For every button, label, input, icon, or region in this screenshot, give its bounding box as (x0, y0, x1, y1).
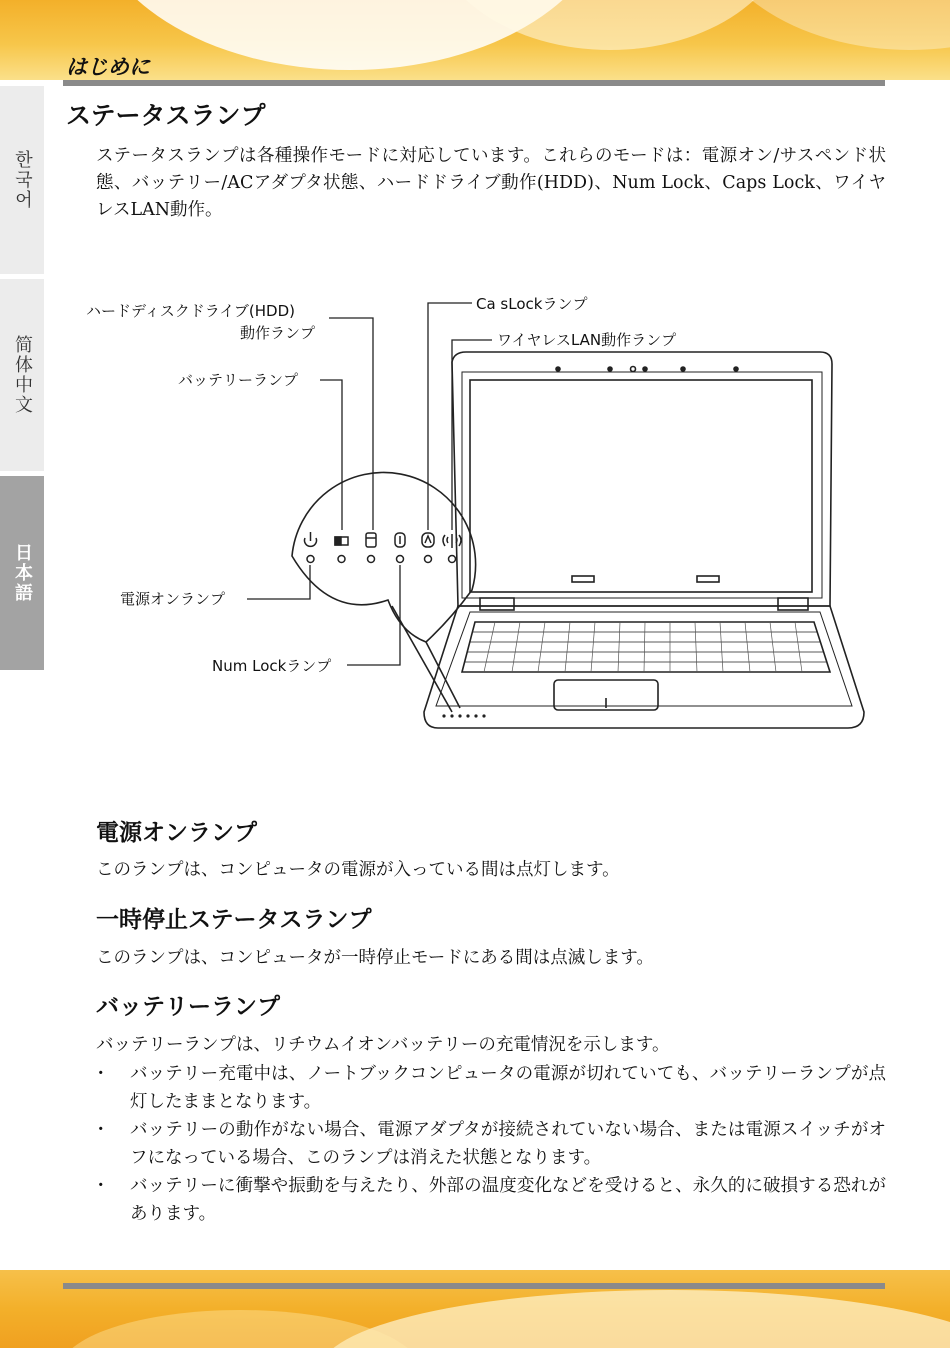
label-power-lamp: 電源オンランプ (120, 590, 226, 608)
tab-japanese-label: 日本語 (12, 543, 33, 603)
label-caps-lock-lamp: Ca sLockランプ (476, 295, 588, 313)
list-item: ・ バッテリーに衝撃や振動を与えたり、外部の温度変化などを受けると、永久的に破損する恐れがあります。 (96, 1172, 886, 1228)
list-item: ・ バッテリー充電中は、ノートブックコンピュータの電源が切れていても、バッテリーランプが点灯したままとなります。 (96, 1060, 886, 1116)
battery-lamp-text: バッテリーランプは、リチウムイオンバッテリーの充電情況を示します。 (96, 1035, 670, 1055)
footer-decoration (0, 1270, 950, 1348)
label-wlan-lamp: ワイヤレスLAN動作ランプ (497, 331, 677, 349)
power-lamp-title: 電源オンランプ (96, 820, 257, 846)
laptop-screen (470, 380, 812, 592)
power-lamp-text: このランプは、コンピュータの電源が入っている間は点灯します。 (96, 860, 620, 880)
hdd-icon (366, 533, 376, 547)
lamp-icons (305, 532, 462, 563)
section-intro: ステータスランプは各種操作モードに対応しています。これらのモードは：電源オン/サスペンド状態、バッテリー/ACアダプタ状態、ハードドライブ動作(HDD)、Num Lock、Caps Lock、ワイヤレスLAN動作。 (96, 146, 886, 220)
tab-simplified-chinese-label: 简体中文 (12, 335, 33, 415)
battery-lamp-title: バッテリーランプ (96, 994, 280, 1020)
battery-lamp-notes (96, 1060, 886, 1228)
list-item: ・ バッテリーの動作がない場合、電源アダプタが接続されていない場合、または電源スイッチがオフになっている場合、このランプは消えた状態となります。 (96, 1116, 886, 1172)
suspend-lamp-title: 一時停止ステータスランプ (96, 907, 372, 933)
label-hdd-lamp: ハードディスクドライブ(HDD) (86, 302, 295, 320)
chapter-title: はじめに (66, 55, 150, 79)
label-hdd-lamp-line2: 動作ランプ (240, 324, 316, 342)
label-battery-lamp: バッテリーランプ (178, 371, 299, 389)
suspend-lamp-text: このランプは、コンピュータが一時停止モードにある間は点滅します。 (96, 948, 654, 968)
footer-rule (63, 1283, 885, 1289)
section-title: ステータスランプ (66, 101, 266, 130)
label-num-lock-lamp: Num Lockランプ (212, 657, 332, 675)
tab-korean-label: 한국어 (12, 150, 33, 210)
laptop-lid (452, 352, 832, 606)
